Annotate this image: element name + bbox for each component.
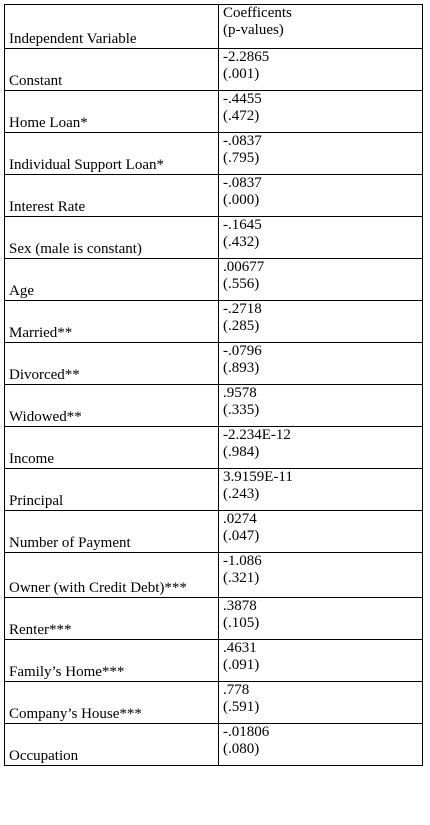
variable-name-cell: Age <box>5 259 219 301</box>
coefficient-value: -.1645 <box>223 217 262 233</box>
variable-name-cell: Individual Support Loan* <box>5 133 219 175</box>
coefficient-value: -1.086 <box>223 553 262 569</box>
table-row <box>5 724 423 766</box>
table-row <box>5 91 423 133</box>
variable-name-cell: Number of Payment <box>5 511 219 553</box>
coefficient-value: -.0796 <box>223 343 262 359</box>
p-value: (.556) <box>223 276 260 292</box>
variable-name-cell: Income <box>5 427 219 469</box>
p-value: (.285) <box>223 318 260 334</box>
coefficient-cell <box>219 175 423 217</box>
coefficient-value: 3.9159E-11 <box>223 469 293 485</box>
coefficient-cell <box>219 640 423 682</box>
table-row <box>5 259 423 301</box>
table-row <box>5 301 423 343</box>
coefficient-value: .0274 <box>223 511 257 527</box>
table-header-row <box>5 5 423 49</box>
p-value: (.001) <box>223 66 260 82</box>
variable-name-cell: Principal <box>5 469 219 511</box>
coefficient-value: .9578 <box>223 385 257 401</box>
variable-name-cell: Family’s Home*** <box>5 640 219 682</box>
variable-name-cell: Renter*** <box>5 598 219 640</box>
coefficient-cell <box>219 259 423 301</box>
coefficient-cell <box>219 511 423 553</box>
coefficient-cell <box>219 469 423 511</box>
variable-name-cell: Occupation <box>5 724 219 766</box>
header-variable: Independent Variable <box>5 5 219 49</box>
variable-name-cell: Married** <box>5 301 219 343</box>
coefficient-cell <box>219 301 423 343</box>
table-row <box>5 427 423 469</box>
coefficient-value: -.2718 <box>223 301 262 317</box>
p-value: (.243) <box>223 486 260 502</box>
variable-name-cell: Interest Rate <box>5 175 219 217</box>
table-row <box>5 553 423 598</box>
coefficient-value: -.0837 <box>223 133 262 149</box>
coefficient-cell <box>219 427 423 469</box>
table-row <box>5 49 423 91</box>
coefficient-cell <box>219 385 423 427</box>
table-row <box>5 511 423 553</box>
coefficient-cell <box>219 343 423 385</box>
header-coefficients <box>219 5 423 49</box>
p-value: (.984) <box>223 444 260 460</box>
variable-name-cell: Widowed** <box>5 385 219 427</box>
table-row <box>5 175 423 217</box>
table-row <box>5 385 423 427</box>
header-pval-label: (p-values) <box>223 22 284 38</box>
p-value: (.591) <box>223 699 260 715</box>
p-value: (.472) <box>223 108 260 124</box>
coefficient-value: -.4455 <box>223 91 262 107</box>
coefficient-value: -2.2865 <box>223 49 270 65</box>
table-row <box>5 217 423 259</box>
p-value: (.080) <box>223 741 260 757</box>
variable-name-cell: Constant <box>5 49 219 91</box>
table-row <box>5 133 423 175</box>
p-value: (.091) <box>223 657 260 673</box>
coefficient-cell <box>219 49 423 91</box>
table-row <box>5 469 423 511</box>
coefficient-cell <box>219 553 423 598</box>
p-value: (.047) <box>223 528 260 544</box>
coefficient-value: -.01806 <box>223 724 270 740</box>
header-coef-label: Coefficents <box>223 5 292 21</box>
regression-table <box>4 4 423 766</box>
coefficient-value: -.0837 <box>223 175 262 191</box>
coefficient-cell <box>219 724 423 766</box>
p-value: (.000) <box>223 192 260 208</box>
table-row <box>5 640 423 682</box>
p-value: (.893) <box>223 360 260 376</box>
variable-name-cell: Owner (with Credit Debt)*** <box>5 553 219 598</box>
variable-name-cell: Home Loan* <box>5 91 219 133</box>
coefficient-value: .4631 <box>223 640 257 656</box>
p-value: (.335) <box>223 402 260 418</box>
coefficient-cell <box>219 91 423 133</box>
variable-name-cell: Sex (male is constant) <box>5 217 219 259</box>
coefficient-cell <box>219 133 423 175</box>
coefficient-value: -2.234E-12 <box>223 427 291 443</box>
coefficient-value: .3878 <box>223 598 257 614</box>
table-row <box>5 682 423 724</box>
p-value: (.105) <box>223 615 260 631</box>
coefficient-value: .778 <box>223 682 250 698</box>
p-value: (.321) <box>223 570 260 586</box>
coefficient-cell <box>219 217 423 259</box>
coefficient-cell <box>219 598 423 640</box>
variable-name-cell: Company’s House*** <box>5 682 219 724</box>
table-row <box>5 598 423 640</box>
p-value: (.795) <box>223 150 260 166</box>
coefficient-value: .00677 <box>223 259 265 275</box>
coefficient-cell <box>219 682 423 724</box>
p-value: (.432) <box>223 234 260 250</box>
table-row <box>5 343 423 385</box>
variable-name-cell: Divorced** <box>5 343 219 385</box>
